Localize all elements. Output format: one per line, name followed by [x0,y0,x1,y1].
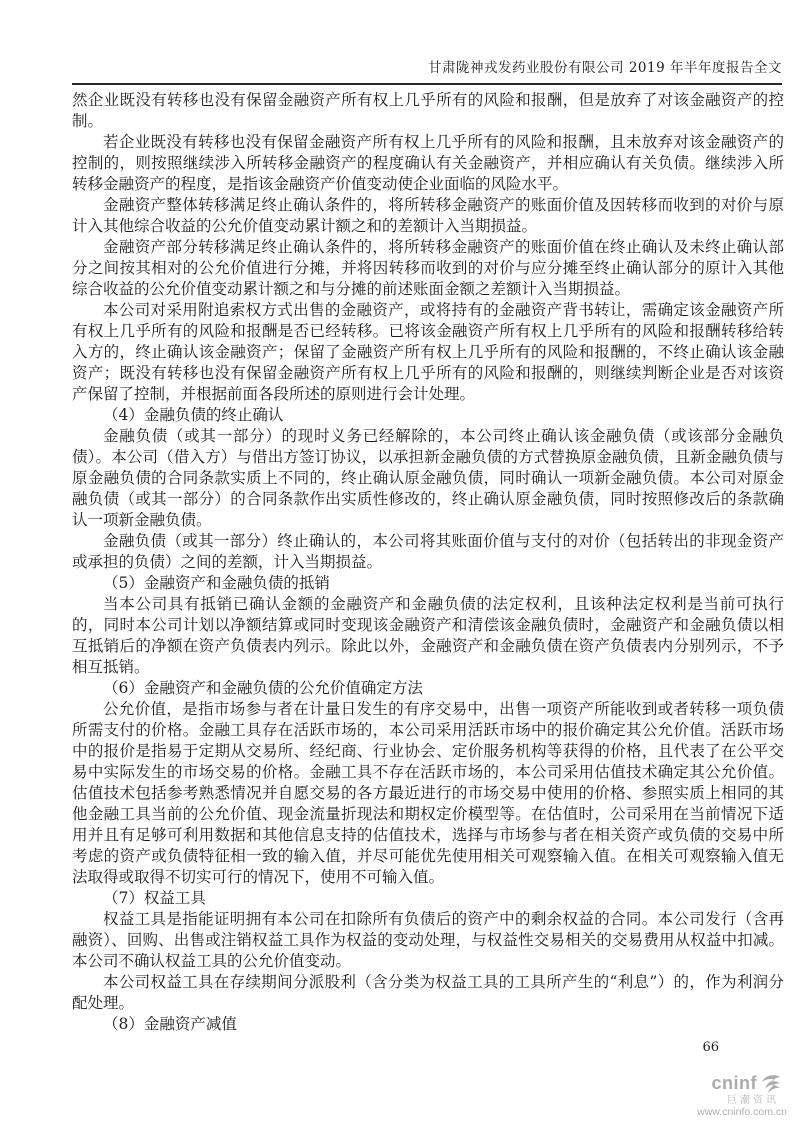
document-body [72,90,784,1035]
paragraph: 公允价值，是指市场参与者在计量日发生的有序交易中，出售一项资产所能收到或者转移一项负债所需支付的价格。金融工具存在活跃市场的，本公司采用活跃市场中的报价确定其公允价值。活跃市场中的报价是指易于定期从交易所、经纪商、行业协会、定价服务机构等获得的价格，且代表了在公平交易中实际发生的市场交易的价格。金融工具不存在活跃市场的，本公司采用估值技术确定其公允价值。估值技术包括参考熟悉情况并自愿交易的各方最近进行的市场交易中使用的价格、参照实质上相同的其他金融工具当前的公允价值、现金流量折现法和期权定价模型等。在估值时，公司采用在当前情况下适用并且有足够可利用数据和其他信息支持的估值技术，选择与市场参与者在相关资产或负债的交易中所考虑的资产或负债特征相一致的输入值，并尽可能优先使用相关可观察输入值。在相关可观察输入值无法取得或取得不切实可行的情况下，使用不可输入值。 [72,700,784,886]
section-heading-8: （8）金融资产减值 [103,1015,237,1033]
cninfo-swirl-icon [759,1074,781,1094]
paragraph: 本公司权益工具在存续期间分派股利（含分类为权益工具的工具所产生的“利息”）的，作为利润分配处理。 [72,973,784,1012]
paragraph: 权益工具是指能证明拥有本公司在扣除所有负债后的资产中的剩余权益的合同。本公司发行（含再融资）、回购、出售或注销权益工具作为权益的变动处理，与权益性交易相关的交易费用从权益中扣减。本公司不确认权益工具的公允价值变动。 [72,910,784,970]
paragraph: 然企业既没有转移也没有保留金融资产所有权上几乎所有的风险和报酬，但是放弃了对该金融资产的控制。 [72,91,784,130]
section-heading-7: （7）权益工具 [103,889,206,907]
section-heading-5: （5）金融资产和金融负债的抵销 [103,574,330,592]
paragraph: 本公司对采用附追索权方式出售的金融资产，或将持有的金融资产背书转让，需确定该金融资产所有权上几乎所有的风险和报酬是否已经转移。已将该金融资产所有权上几乎所有的风险和报酬转移给转入方的，终止确认该金融资产；保留了金融资产所有权上几乎所有的风险和报酬的，不终止确认该金融资产；既没有转移也没有保留金融资产所有权上几乎所有的风险和报酬的，则继续判断企业是否对该资产保留了控制，并根据前面各段所述的原则进行会计处理。 [72,301,784,403]
section-heading-4: （4）金融负债的终止确认 [103,406,284,424]
cninfo-logo [677,1074,787,1119]
paragraph: 金融资产整体转移满足终止确认条件的，将所转移金融资产的账面价值及因转移而收到的对价与原计入其他综合收益的公允价值变动累计额之和的差额计入当期损益。 [72,196,784,235]
paragraph: 金融资产部分转移满足终止确认条件的，将所转移金融资产的账面价值在终止确认及未终止确认部分之间按其相对的公允价值进行分摊，并将因转移而收到的对价与应分摊至终止确认部分的原计入其他综合收益的公允价值变动累计额之和与分摊的前述账面金额之差额计入当期损益。 [72,238,784,298]
cninfo-brand-text: cninf [711,1073,757,1094]
paragraph: 若企业既没有转移也没有保留金融资产所有权上几乎所有的风险和报酬，且未放弃对该金融资产的控制的，则按照继续涉入所转移金融资产的程度确认有关金融资产，并相应确认有关负债。继续涉入所转移金融资产的程度，是指该金融资产价值变动使企业面临的风险水平。 [72,133,784,193]
cninfo-url: www.cninfo.com.cn [697,1106,787,1118]
cninfo-subtitle: 巨潮资讯 [727,1095,779,1106]
paragraph: 金融负债（或其一部分）的现时义务已经解除的，本公司终止确认该金融负债（或该部分金融负债）。本公司（借入方）与借出方签订协议，以承担新金融负债的方式替换原金融负债，且新金融负债与原金融负债的合同条款实质上不同的，终止确认原金融负债，同时确认一项新金融负债。本公司对原金融负债（或其一部分）的合同条款作出实质性修改的，终止确认原金融负债，同时按照修改后的条款确认一项新金融负债。 [72,427,784,529]
document-header-title: 甘肃陇神戎发药业股份有限公司 2019 年半年度报告全文 [72,56,782,85]
page-number: 66 [702,1040,719,1055]
section-heading-6: （6）金融资产和金融负债的公允价值确定方法 [103,679,423,697]
paragraph: 当本公司具有抵销已确认金额的金融资产和金融负债的法定权利，且该种法定权利是当前可执行的，同时本公司计划以净额结算或同时变现该金融资产和清偿该金融负债时，金融资产和金融负债以相互抵销后的净额在资产负债表内列示。除此以外，金融资产和金融负债在资产负债表内分别列示，不予相互抵销。 [72,595,784,676]
paragraph: 金融负债（或其一部分）终止确认的，本公司将其账面价值与支付的对价（包括转出的非现金资产或承担的负债）之间的差额，计入当期损益。 [72,532,784,571]
